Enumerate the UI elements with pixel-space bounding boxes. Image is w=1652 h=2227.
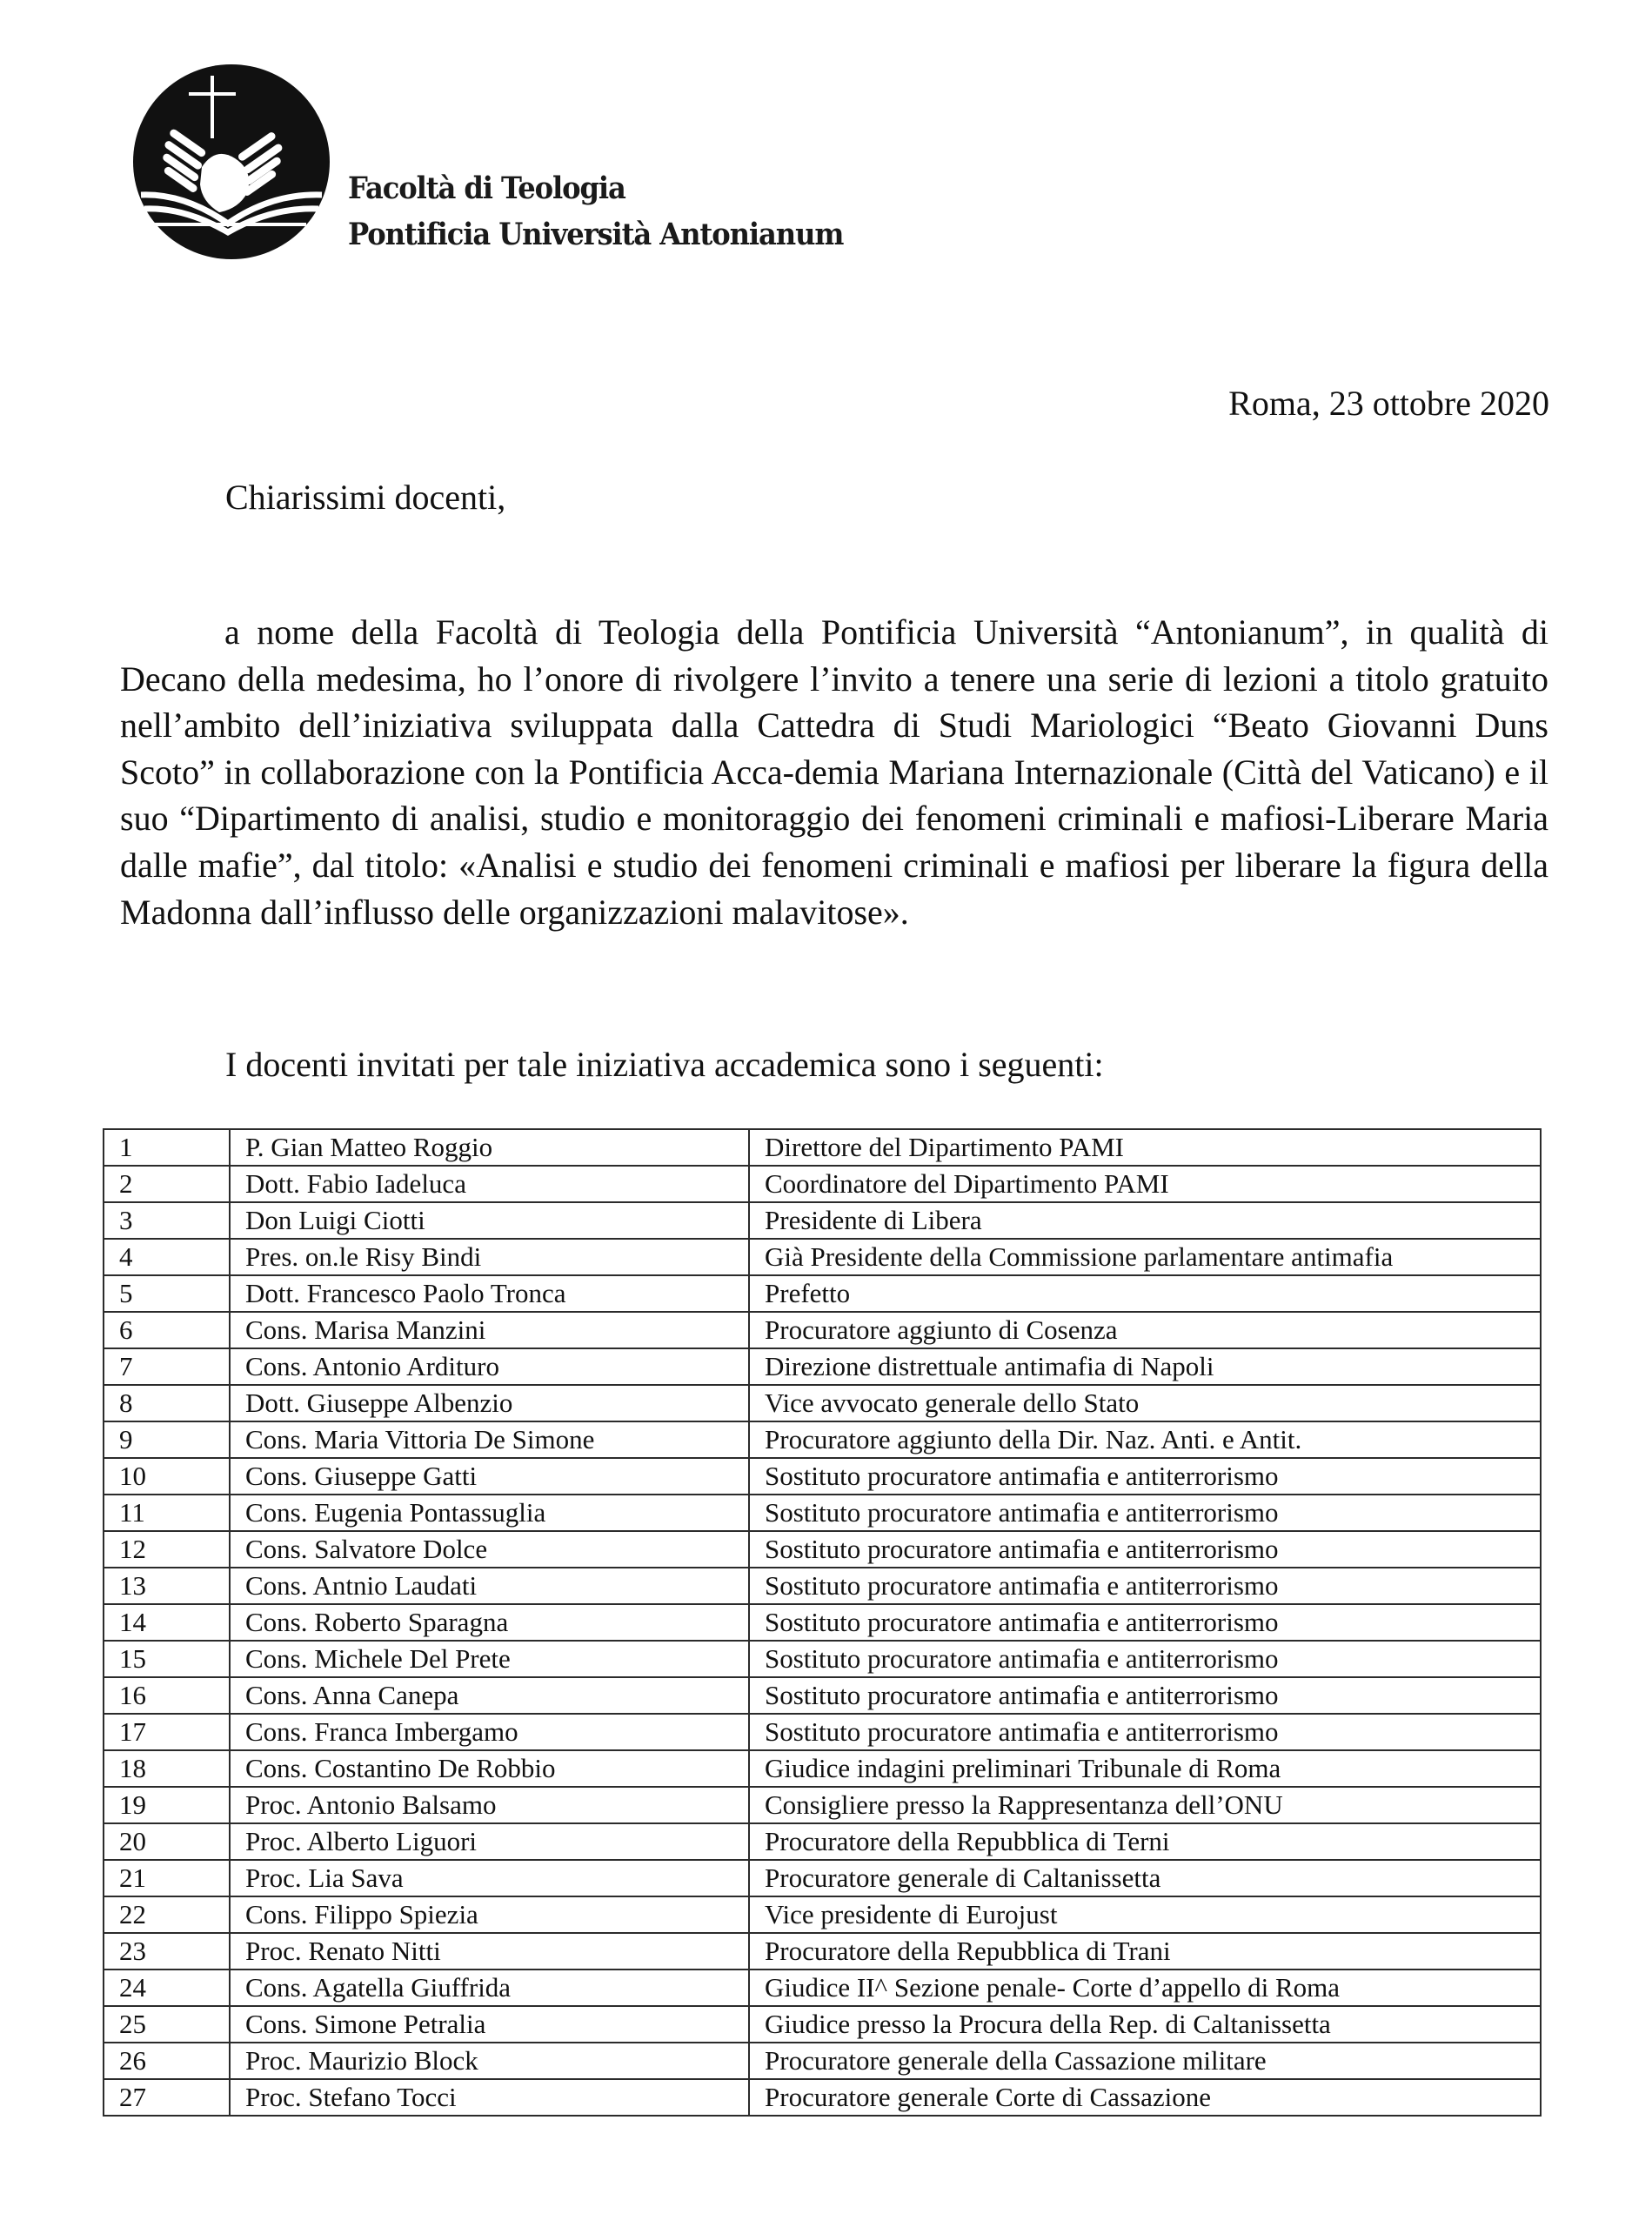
table-row	[104, 2006, 1541, 2043]
faculty-name: Facoltà di Teologia	[348, 171, 625, 206]
table-row	[104, 1970, 1541, 2006]
lecturer-role: Procuratore aggiunto della Dir. Naz. Anti. e Antit.	[749, 1421, 1541, 1458]
row-number: 9	[104, 1421, 230, 1458]
lecturer-name: Dott. Giuseppe Albenzio	[230, 1385, 749, 1421]
row-number: 12	[104, 1531, 230, 1568]
table-row	[104, 1641, 1541, 1677]
table-row	[104, 1823, 1541, 1860]
row-number: 25	[104, 2006, 230, 2043]
row-number: 18	[104, 1750, 230, 1787]
lecturer-name: Cons. Michele Del Prete	[230, 1641, 749, 1677]
lecturer-role: Direttore del Dipartimento PAMI	[749, 1129, 1541, 1166]
table-row	[104, 1896, 1541, 1933]
letter-date: Roma, 23 ottobre 2020	[1228, 384, 1549, 423]
lecturer-name: Pres. on.le Risy Bindi	[230, 1239, 749, 1275]
table-row	[104, 1348, 1541, 1385]
lecturer-name: Cons. Filippo Spiezia	[230, 1896, 749, 1933]
table-row	[104, 2043, 1541, 2079]
table-row	[104, 1458, 1541, 1495]
table-row	[104, 1385, 1541, 1421]
lecturer-role: Direzione distrettuale antimafia di Napoli	[749, 1348, 1541, 1385]
row-number: 19	[104, 1787, 230, 1823]
lecturer-role: Sostituto procuratore antimafia e antiterrorismo	[749, 1568, 1541, 1604]
row-number: 3	[104, 1202, 230, 1239]
table-row	[104, 1933, 1541, 1970]
table-row	[104, 1787, 1541, 1823]
lecturer-role: Procuratore della Repubblica di Terni	[749, 1823, 1541, 1860]
lecturer-name: Proc. Stefano Tocci	[230, 2079, 749, 2116]
lecturer-role: Sostituto procuratore antimafia e antiterrorismo	[749, 1458, 1541, 1495]
table-row	[104, 1421, 1541, 1458]
faculty-crest-icon	[132, 63, 331, 261]
lecturer-role: Sostituto procuratore antimafia e antiterrorismo	[749, 1677, 1541, 1714]
lecturer-role: Consigliere presso la Rappresentanza dell’ONU	[749, 1787, 1541, 1823]
lecturer-name: Cons. Franca Imbergamo	[230, 1714, 749, 1750]
table-row	[104, 2079, 1541, 2116]
lecturer-name: Dott. Francesco Paolo Tronca	[230, 1275, 749, 1312]
table-row	[104, 1239, 1541, 1275]
lecturer-name: Cons. Eugenia Pontassuglia	[230, 1495, 749, 1531]
row-number: 8	[104, 1385, 230, 1421]
row-number: 14	[104, 1604, 230, 1641]
table-row	[104, 1495, 1541, 1531]
lecturer-role: Sostituto procuratore antimafia e antiterrorismo	[749, 1531, 1541, 1568]
lecturer-name: Proc. Maurizio Block	[230, 2043, 749, 2079]
table-row	[104, 1166, 1541, 1202]
lecturer-name: Cons. Agatella Giuffrida	[230, 1970, 749, 2006]
row-number: 6	[104, 1312, 230, 1348]
row-number: 7	[104, 1348, 230, 1385]
institution-name	[348, 165, 843, 257]
table-row	[104, 1275, 1541, 1312]
lecturer-role: Procuratore della Repubblica di Trani	[749, 1933, 1541, 1970]
row-number: 17	[104, 1714, 230, 1750]
lecturer-role: Procuratore generale Corte di Cassazione	[749, 2079, 1541, 2116]
table-row	[104, 1129, 1541, 1166]
row-number: 10	[104, 1458, 230, 1495]
lecturer-name: Cons. Costantino De Robbio	[230, 1750, 749, 1787]
lecturer-role: Sostituto procuratore antimafia e antiterrorismo	[749, 1641, 1541, 1677]
lecturer-role: Vice presidente di Eurojust	[749, 1896, 1541, 1933]
lecturer-role: Procuratore generale della Cassazione militare	[749, 2043, 1541, 2079]
row-number: 16	[104, 1677, 230, 1714]
letter-body-paragraph: a nome della Facoltà di Teologia della Pontificia Università “Antonianum”, in qualità di Decano della medesima, ho l’onore di rivolgere l’invito a tenere una serie di lezioni a titolo gratuito nell’ambito dell’iniziativa sviluppata dalla Cattedra di Studi Mariologici “Beato Giovanni Duns Scoto” in collaborazione con la Pontificia Acca-demia Mariana Internazionale (Città del Vaticano) e il suo “Dipartimento di analisi, studio e monitoraggio dei fenomeni criminali e mafiosi-Liberare Maria dalle mafie”, dal titolo: «Analisi e studio dei fenomeni criminali e mafiosi per liberare la figura della Madonna dall’influsso delle organizzazioni malavitose».	[120, 612, 1548, 932]
lecturer-name: Cons. Giuseppe Gatti	[230, 1458, 749, 1495]
lecturer-name: Cons. Simone Petralia	[230, 2006, 749, 2043]
letter-greeting: Chiarissimi docenti,	[225, 478, 506, 517]
row-number: 4	[104, 1239, 230, 1275]
invited-list-intro: I docenti invitati per tale iniziativa accademica sono i seguenti:	[225, 1045, 1104, 1084]
lecturer-role: Procuratore aggiunto di Cosenza	[749, 1312, 1541, 1348]
lecturer-name: Cons. Salvatore Dolce	[230, 1531, 749, 1568]
table-row	[104, 1677, 1541, 1714]
table-row	[104, 1714, 1541, 1750]
university-name: Pontificia Università Antonianum	[348, 217, 844, 252]
row-number: 26	[104, 2043, 230, 2079]
row-number: 27	[104, 2079, 230, 2116]
lecturer-role: Sostituto procuratore antimafia e antiterrorismo	[749, 1495, 1541, 1531]
row-number: 21	[104, 1860, 230, 1896]
row-number: 24	[104, 1970, 230, 2006]
lecturer-name: P. Gian Matteo Roggio	[230, 1129, 749, 1166]
lecturer-name: Proc. Lia Sava	[230, 1860, 749, 1896]
lecturer-name: Cons. Antonio Ardituro	[230, 1348, 749, 1385]
row-number: 20	[104, 1823, 230, 1860]
lecturer-role: Vice avvocato generale dello Stato	[749, 1385, 1541, 1421]
lecturer-role: Giudice II^ Sezione penale- Corte d’appello di Roma	[749, 1970, 1541, 2006]
lecturer-name: Cons. Anna Canepa	[230, 1677, 749, 1714]
row-number: 13	[104, 1568, 230, 1604]
table-row	[104, 1531, 1541, 1568]
row-number: 23	[104, 1933, 230, 1970]
lecturer-role: Procuratore generale di Caltanissetta	[749, 1860, 1541, 1896]
lecturer-name: Cons. Maria Vittoria De Simone	[230, 1421, 749, 1458]
row-number: 11	[104, 1495, 230, 1531]
lecturer-role: Giudice indagini preliminari Tribunale di Roma	[749, 1750, 1541, 1787]
lecturer-role: Sostituto procuratore antimafia e antiterrorismo	[749, 1714, 1541, 1750]
table-row	[104, 1312, 1541, 1348]
lecturer-role: Sostituto procuratore antimafia e antiterrorismo	[749, 1604, 1541, 1641]
lecturer-name: Cons. Roberto Sparagna	[230, 1604, 749, 1641]
letterhead	[130, 63, 913, 263]
table-row	[104, 1568, 1541, 1604]
row-number: 5	[104, 1275, 230, 1312]
invited-lecturers-table	[103, 1128, 1542, 2117]
lecturer-name: Dott. Fabio Iadeluca	[230, 1166, 749, 1202]
row-number: 15	[104, 1641, 230, 1677]
lecturer-name: Proc. Renato Nitti	[230, 1933, 749, 1970]
table-row	[104, 1604, 1541, 1641]
lecturer-role: Presidente di Libera	[749, 1202, 1541, 1239]
lecturer-name: Proc. Alberto Liguori	[230, 1823, 749, 1860]
lecturer-role: Prefetto	[749, 1275, 1541, 1312]
row-number: 1	[104, 1129, 230, 1166]
lecturer-role: Già Presidente della Commissione parlamentare antimafia	[749, 1239, 1541, 1275]
lecturer-role: Coordinatore del Dipartimento PAMI	[749, 1166, 1541, 1202]
lecturer-name: Cons. Marisa Manzini	[230, 1312, 749, 1348]
table-row	[104, 1860, 1541, 1896]
lecturer-name: Don Luigi Ciotti	[230, 1202, 749, 1239]
row-number: 2	[104, 1166, 230, 1202]
table-row	[104, 1202, 1541, 1239]
table-row	[104, 1750, 1541, 1787]
row-number: 22	[104, 1896, 230, 1933]
lecturer-name: Cons. Antnio Laudati	[230, 1568, 749, 1604]
lecturer-role: Giudice presso la Procura della Rep. di Caltanissetta	[749, 2006, 1541, 2043]
lecturer-name: Proc. Antonio Balsamo	[230, 1787, 749, 1823]
